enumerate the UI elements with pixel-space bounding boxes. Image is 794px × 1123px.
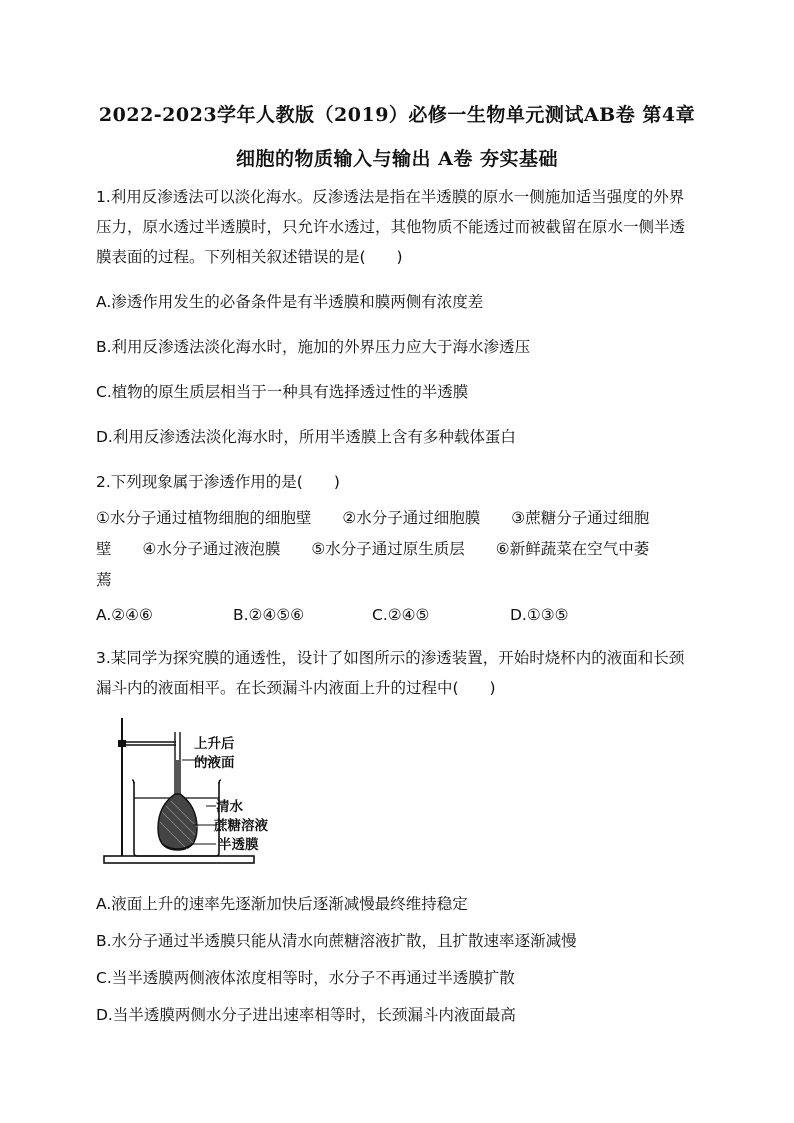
q2-items-line-1: ①水分子通过植物细胞的细胞壁 ②水分子通过细胞膜 ③蔗糖分子通过细胞 <box>96 509 650 527</box>
label-water: 清水 <box>216 799 243 815</box>
label-membrane: 半透膜 <box>218 837 259 853</box>
label-risen-level-2: 的液面 <box>194 755 235 771</box>
q2-items-line-2: 壁 ④水分子通过液泡膜 ⑤水分子通过原生质层 ⑥新鲜蔬菜在空气中萎 <box>96 540 650 558</box>
q3-option-a: A.液面上升的速率先逐渐加快后逐渐减慢最终维持稳定 <box>96 895 468 913</box>
document-title-line-1: 2022-2023学年人教版（2019）必修一生物单元测试AB卷 第4章 <box>98 104 696 126</box>
q1-stem-line-3: 膜表面的过程。下列相关叙述错误的是( ) <box>96 248 403 266</box>
q3-stem-line-1: 3.某同学为探究膜的通透性，设计了如图所示的渗透装置，开始时烧杯内的液面和长颈 <box>96 649 685 667</box>
q1-option-b: B.利用反渗透法淡化海水时，施加的外界压力应大于海水渗透压 <box>96 338 531 356</box>
q3-option-c: C.当半透膜两侧液体浓度相等时，水分子不再通过半透膜扩散 <box>96 969 515 987</box>
q2-items-line-3: 蔫 <box>96 571 112 589</box>
q2-options-row <box>96 606 696 626</box>
label-risen-level-1: 上升后 <box>194 736 235 752</box>
stand-clamp <box>118 740 126 747</box>
q3-option-b: B.水分子通过半透膜只能从清水向蔗糖溶液扩散，且扩散速率逐渐减慢 <box>96 932 577 950</box>
q1-option-c: C.植物的原生质层相当于一种具有选择透过性的半透膜 <box>96 383 469 401</box>
q2-option-d: D.①③⑤ <box>510 606 569 624</box>
beaker-lip-right <box>219 780 221 784</box>
document-title-line-2: 细胞的物质输入与输出 A卷 夯实基础 <box>236 148 558 170</box>
q2-option-c: C.②④⑤ <box>372 606 430 624</box>
label-sucrose-solution: 蔗糖溶液 <box>214 818 268 834</box>
q1-stem-line-1: 1.利用反渗透法可以淡化海水。反渗透法是指在半透膜的原水一侧施加适当强度的外界 <box>96 188 685 206</box>
q2-option-b: B.②④⑤⑥ <box>233 606 305 624</box>
risen-liquid-column <box>175 760 180 794</box>
q1-option-a: A.渗透作用发生的必备条件是有半透膜和膜两侧有浓度差 <box>96 293 484 311</box>
q1-stem-line-2: 压力，原水透过半透膜时，只允许水透过，其他物质不能透过而被截留在原水一侧半透 <box>96 218 686 236</box>
stand-base <box>104 856 254 863</box>
osmosis-apparatus-figure <box>96 710 296 870</box>
q2-stem: 2.下列现象属于渗透作用的是( ) <box>96 473 340 491</box>
q2-option-a: A.②④⑥ <box>96 606 153 624</box>
beaker-lip-left <box>132 780 134 784</box>
q1-option-d: D.利用反渗透法淡化海水时，所用半透膜上含有多种载体蛋白 <box>96 428 516 446</box>
q3-stem-line-2: 漏斗内的液面相平。在长颈漏斗内液面上升的过程中( ) <box>96 679 496 697</box>
q3-option-d: D.当半透膜两侧水分子进出速率相等时，长颈漏斗内液面最高 <box>96 1006 516 1024</box>
osmosis-apparatus-diagram <box>96 710 296 870</box>
